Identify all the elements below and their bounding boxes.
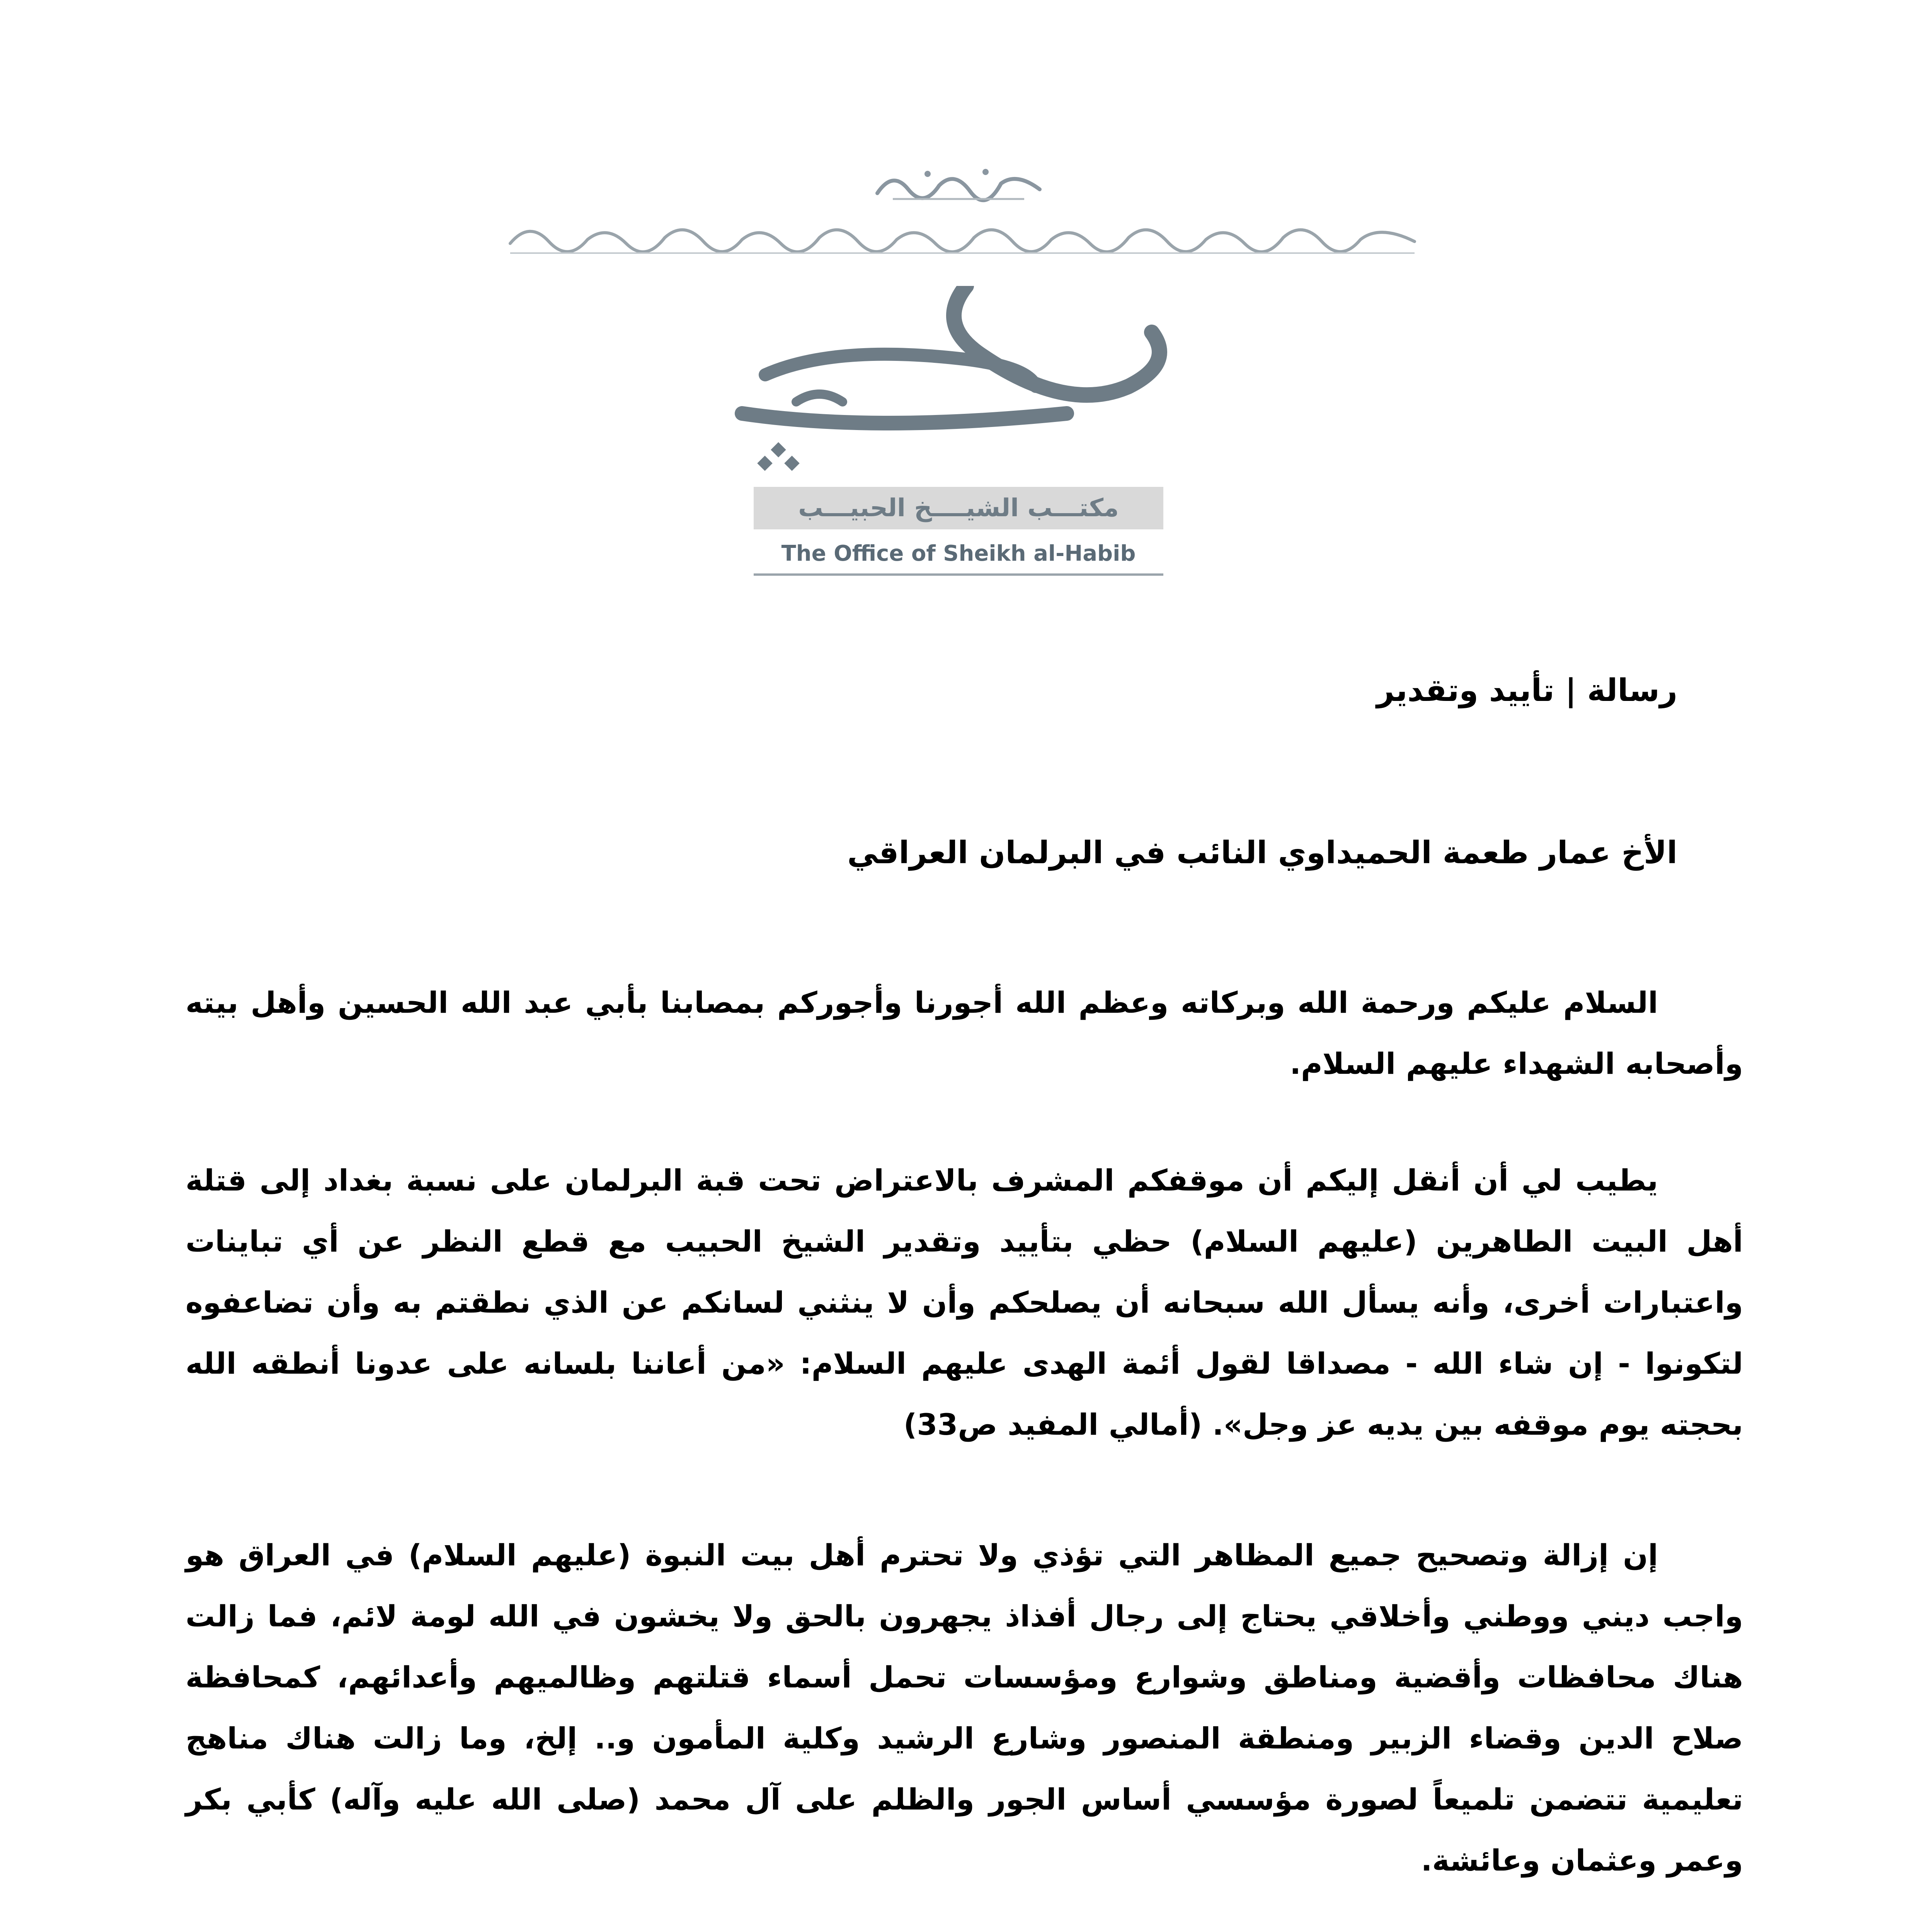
logo-arabic-name: مكتـــب الشيــــخ الحبيـــب (754, 487, 1163, 529)
invocation-calligraphy (506, 213, 1418, 259)
office-logo-icon (719, 286, 1198, 487)
letterhead (464, 147, 1453, 583)
letter-addressee: الأخ عمار طعمة الحميداوي النائب في البرلمان العراقي (847, 835, 1677, 871)
paragraph-greeting: السلام عليكم ورحمة الله وبركاته وعظم الله أجورنا وأجوركم بمصابنا بأبي عبد الله الحسين وأهل بيته وأصحابه الشهداء عليهم السلام. (186, 985, 1743, 1081)
basmala-calligraphy (870, 162, 1047, 205)
letter-subject: رسالة | تأييد وتقدير (1376, 672, 1677, 708)
paragraph-names: إن إزالة وتصحيح جميع المظاهر التي تؤذي ولا تحترم أهل بيت النبوة (عليهم السلام) في العراق هو واجب ديني ووطني وأخلاقي يحتاج إلى رجال أفذاذ يجهرون بالحق ولا يخشون في الله لومة لائم، فما زالت هناك محافظات وأقضية ومناطق وشوارع ومؤسسات تحمل أسماء قتلتهم وظالميهم وأعدائهم، كمحافظة صلاح الدين وقضاء الزبير ومنطقة المنصور وشارع الرشيد وكلية المأمون و.. إلخ، وما زالت هناك مناهج تعليمية تتضمن تلميعاً لصورة مؤسسي أساس الجور والظلم على آل محمد (صلى الله عليه وآله) كأبي بكر وعمر وعثمان وعائشة. (186, 1538, 1743, 1878)
paragraph-support: يطيب لي أن أنقل إليكم أن موقفكم المشرف بالاعتراض تحت قبة البرلمان على نسبة بغداد إلى قتلة أهل البيت الطاهرين (عليهم السلام) حظي بتأييد وتقدير الشيخ الحبيب مع قطع النظر عن أي تباينات واعتبارات أخرى، وأنه يسأل الله سبحانه أن يصلحكم وأن لا ينثني لسانكم عن الذي نطقتم به وأن تضاعفوه لتكونوا - إن شاء الله - مصداقا لقول أئمة الهدى عليهم السلام: «من أعاننا بلسانه على عدونا أنطقه الله بحجته يوم موقفه بين يديه عز وجل». (أمالي المفيد ص33) (186, 1163, 1743, 1442)
logo-english-name: The Office of Sheikh al-Habib (754, 533, 1163, 576)
